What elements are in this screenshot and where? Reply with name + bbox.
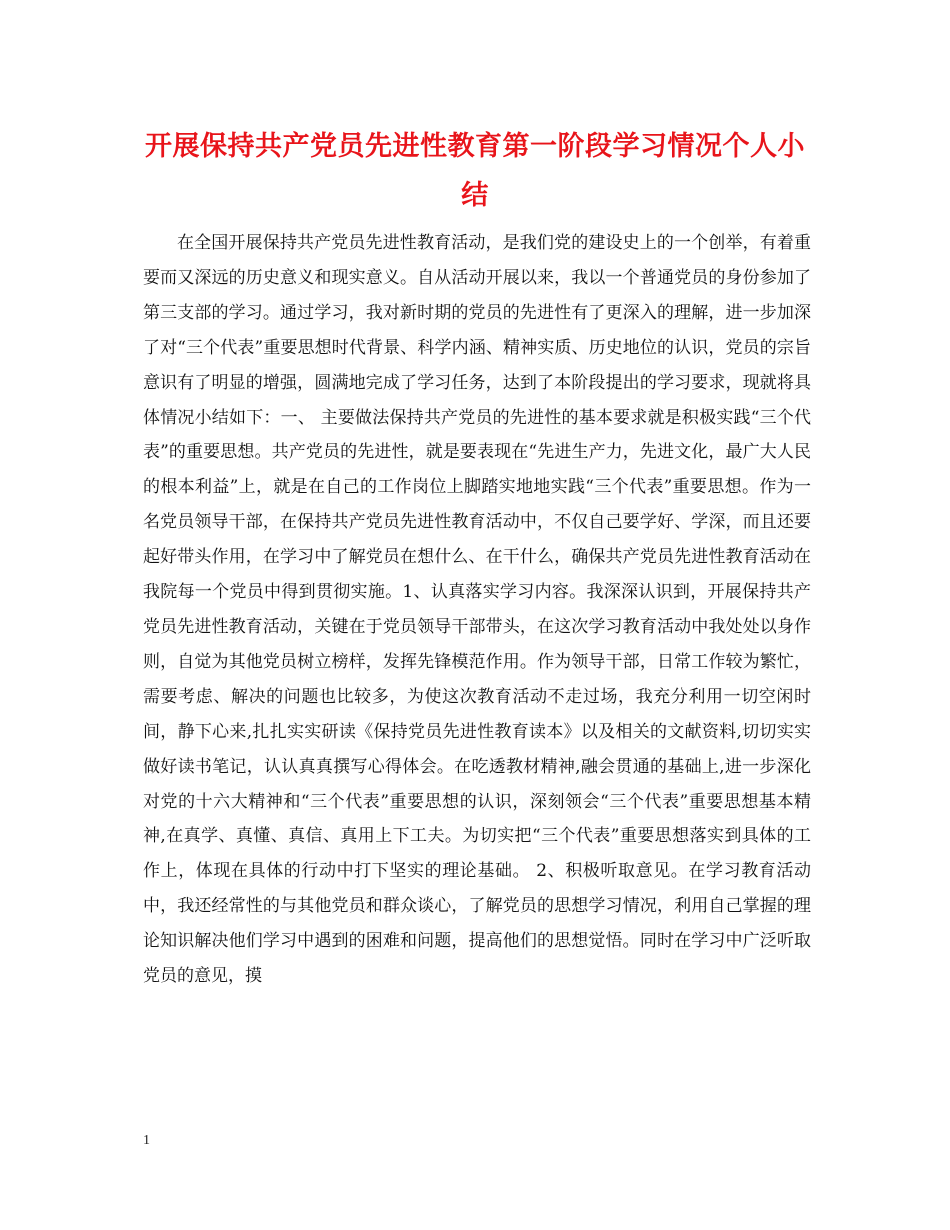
- body-paragraph: 在全国开展保持共产党员先进性教育活动，是我们党的建设史上的一个创举，有着重要而又深远的历史意义和现实意义。自从活动开展以来，我以一个普通党员的身份参加了第三支部的学习。通过学习，我对新时期的党员的先进性有了更深入的理解，进一步加深了对“三个代表”重要思想时代背景、科学内涵、精神实质、历史地位的认识，党员的宗旨意识有了明显的增强，圆满地完成了学习任务，达到了本阶段提出的学习要求，现就将具体情况小结如下：一、 主要做法保持共产党员的先进性的基本要求就是积极实践“三个代表”的重要思想。共产党员的先进性，就是要表现在“先进生产力，先进文化，最广大人民的根本利益”上，就是在自己的工作岗位上脚踏实地地实践“三个代表”重要思想。作为一名党员领导干部，在保持共产党员先进性教育活动中，不仅自己要学好、学深，而且还要起好带头作用，在学习中了解党员在想什么、在干什么，确保共产党员先进性教育活动在我院每一个党员中得到贯彻实施。1、认真落实学习内容。我深深认识到，开展保持共产党员先进性教育活动，关键在于党员领导干部带头，在这次学习教育活动中我处处以身作则，自觉为其他党员树立榜样，发挥先锋模范作用。作为领导干部，日常工作较为繁忙，需要考虑、解决的问题也比较多，为使这次教育活动不走过场，我充分利用一切空闲时间，静下心来,扎扎实实研读《保持党员先进性教育读本》以及相关的文献资料,切切实实做好读书笔记，认认真真撰写心得体会。在吃透教材精神,融会贯通的基础上,进一步深化对党的十六大精神和“三个代表”重要思想的认识，深刻领会“三个代表”重要思想基本精神,在真学、真懂、真信、真用上下工夫。为切实把“三个代表”重要思想落实到具体的工作上，体现在具体的行动中打下坚实的理论基础。 2、积极听取意见。在学习教育活动中，我还经常性的与其他党员和群众谈心，了解党员的思想学习情况，利用自己掌握的理论知识解决他们学习中遇到的困难和问题，提高他们的思想觉悟。同时在学习中广泛听取党员的意见，摸: [143, 233, 811, 987]
- page-title: 开展保持共产党员先进性教育第一阶段学习情况个人小结: [145, 131, 805, 211]
- page-number: 1: [143, 1133, 150, 1148]
